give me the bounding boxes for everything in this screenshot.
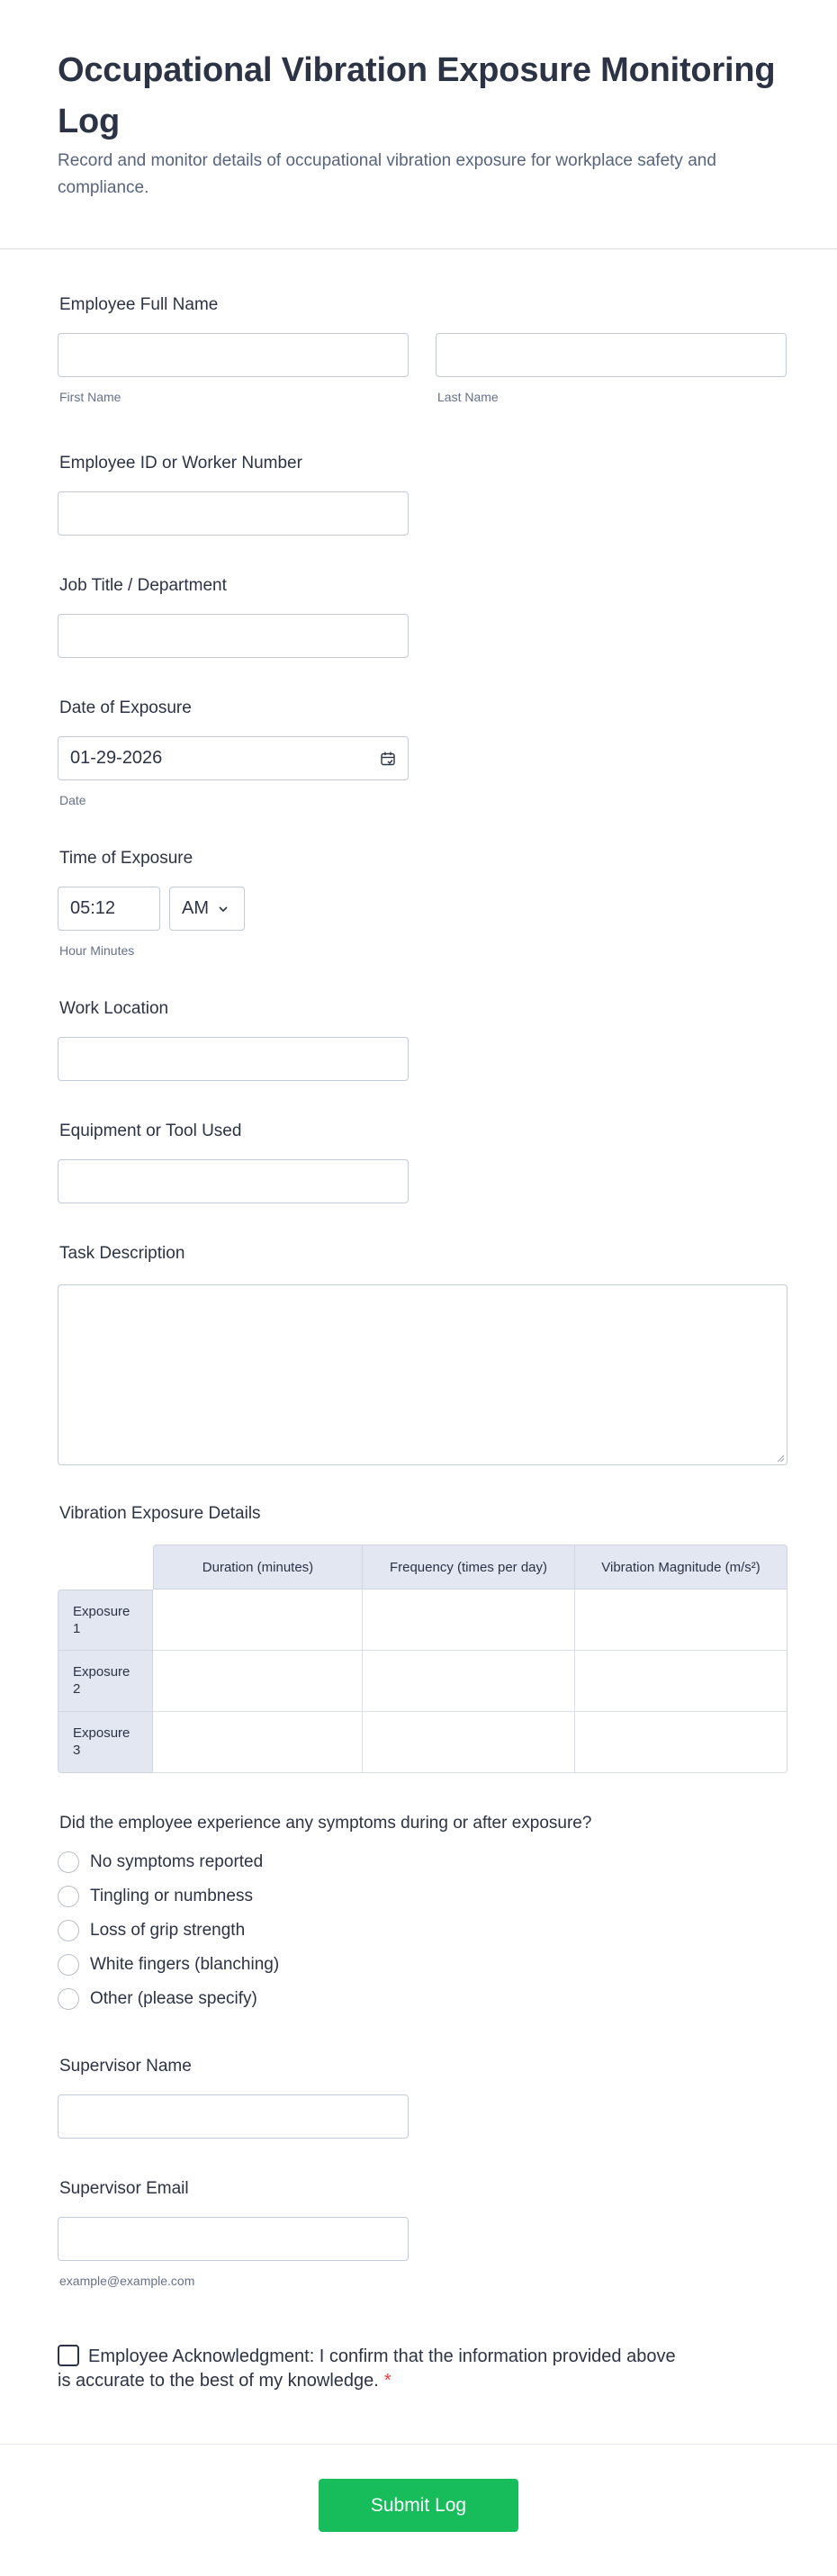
chevron-down-icon — [218, 905, 229, 913]
first-name-sublabel: First Name — [59, 390, 122, 404]
matrix-cell-input[interactable] — [363, 1651, 575, 1712]
field-label: Date of Exposure — [59, 698, 192, 717]
field-label: Vibration Exposure Details — [59, 1504, 261, 1523]
matrix-col-header: Vibration Magnitude (m/s²) — [575, 1545, 788, 1590]
page-title: Occupational Vibration Exposure Monitoring Log — [58, 51, 776, 140]
radio-option[interactable] — [58, 1914, 779, 1948]
field-date — [58, 658, 779, 808]
acknowledgment-checkbox[interactable] — [58, 2345, 79, 2366]
field-employee-id — [58, 405, 779, 536]
radio-option[interactable] — [58, 1879, 779, 1914]
radio-label[interactable]: Tingling or numbness — [90, 1887, 253, 1905]
vibration-matrix — [58, 1545, 788, 1773]
matrix-row-header: Exposure 3 — [58, 1712, 153, 1773]
matrix-corner — [58, 1545, 153, 1590]
date-sublabel: Date — [59, 793, 86, 807]
work-location-input[interactable] — [58, 1037, 409, 1081]
page-subtitle: Record and monitor details of occupational vibration exposure for workplace safety and compliance. — [58, 151, 716, 197]
last-name-sublabel: Last Name — [437, 390, 499, 404]
field-label: Employee Full Name — [59, 295, 219, 314]
field-supervisor-name — [58, 2016, 779, 2139]
task-description-textarea[interactable] — [58, 1284, 788, 1465]
radio-label[interactable]: Loss of grip strength — [90, 1921, 246, 1940]
field-location — [58, 959, 779, 1081]
radio-option[interactable] — [58, 1982, 779, 2016]
field-label: Supervisor Name — [59, 2057, 192, 2076]
form-header — [0, 0, 837, 249]
matrix-cell-input[interactable] — [153, 1590, 363, 1651]
date-value: 01-29-2026 — [70, 748, 163, 768]
matrix-row-header: Exposure 2 — [58, 1651, 153, 1712]
matrix-cell-input[interactable] — [363, 1590, 575, 1651]
matrix-col-header: Duration (minutes) — [153, 1545, 363, 1590]
required-mark: * — [383, 2371, 392, 2391]
symptoms-radio-group — [58, 1845, 779, 2016]
job-title-input[interactable] — [58, 614, 409, 658]
radio-label[interactable]: Other (please specify) — [90, 1989, 257, 2008]
field-task — [58, 1203, 779, 1465]
field-label: Equipment or Tool Used — [59, 1121, 242, 1140]
radio-label[interactable]: White fingers (blanching) — [90, 1955, 280, 1974]
ampm-select[interactable] — [169, 887, 245, 931]
acknowledgment-field — [58, 2289, 688, 2393]
radio-option[interactable] — [58, 1948, 779, 1982]
email-sublabel: example@example.com — [59, 2274, 195, 2288]
field-symptoms — [58, 1773, 779, 2016]
field-full-name — [58, 249, 779, 405]
employee-id-input[interactable] — [58, 491, 409, 536]
radio-button[interactable] — [58, 1851, 79, 1873]
equipment-input[interactable] — [58, 1159, 409, 1203]
time-input[interactable]: 05:12 — [58, 887, 160, 931]
radio-button[interactable] — [58, 1954, 79, 1976]
field-job-title — [58, 536, 779, 658]
field-label: Task Description — [59, 1244, 185, 1263]
matrix-cell-input[interactable] — [153, 1651, 363, 1712]
field-label: Did the employee experience any symptoms during or after exposure? — [59, 1814, 592, 1833]
submit-button[interactable]: Submit Log — [319, 2479, 518, 2532]
field-supervisor-email — [58, 2139, 779, 2289]
date-input[interactable] — [58, 736, 409, 780]
radio-button[interactable] — [58, 1886, 79, 1907]
field-equipment — [58, 1081, 779, 1203]
field-label: Supervisor Email — [59, 2179, 189, 2198]
form-footer — [0, 2444, 837, 2576]
matrix-cell-input[interactable] — [153, 1712, 363, 1773]
radio-label[interactable]: No symptoms reported — [90, 1852, 264, 1871]
matrix-col-header: Frequency (times per day) — [363, 1545, 575, 1590]
matrix-cell-input[interactable] — [575, 1712, 788, 1773]
acknowledgment-label[interactable]: Employee Acknowledgment: I confirm that the information provided above is accurate to the best of my knowledge. — [58, 2346, 676, 2391]
radio-button[interactable] — [58, 1988, 79, 2010]
ampm-value: AM — [182, 898, 209, 918]
field-label: Job Title / Department — [59, 576, 227, 595]
matrix-row-header: Exposure 1 — [58, 1590, 153, 1651]
field-vibration-matrix — [58, 1465, 779, 1773]
matrix-cell-input[interactable] — [575, 1651, 788, 1712]
field-label: Time of Exposure — [59, 849, 194, 868]
form-body — [0, 249, 837, 2393]
supervisor-email-input[interactable] — [58, 2217, 409, 2261]
last-name-input[interactable] — [436, 333, 787, 377]
field-time — [58, 808, 779, 959]
radio-button[interactable] — [58, 1920, 79, 1941]
first-name-input[interactable] — [58, 333, 409, 377]
matrix-cell-input[interactable] — [363, 1712, 575, 1773]
radio-option[interactable] — [58, 1845, 779, 1879]
resize-handle-icon[interactable] — [777, 1455, 784, 1462]
supervisor-name-input[interactable] — [58, 2094, 409, 2139]
calendar-icon[interactable] — [380, 751, 396, 767]
field-label: Work Location — [59, 999, 169, 1018]
time-sublabel: Hour Minutes — [59, 943, 135, 958]
matrix-cell-input[interactable] — [575, 1590, 788, 1651]
field-label: Employee ID or Worker Number — [59, 454, 302, 473]
